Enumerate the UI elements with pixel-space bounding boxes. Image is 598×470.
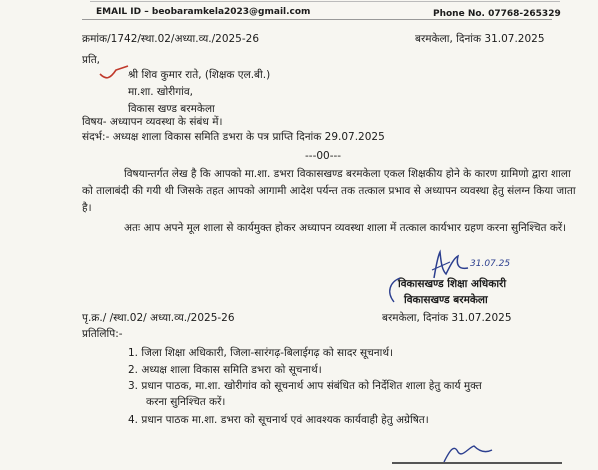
header-divider	[82, 19, 552, 20]
recipient-name: श्री शिव कुमार राते, (शिक्षक एल.बी.)	[128, 69, 271, 81]
officer-block: विकासखण्ड बरमकेला	[404, 294, 488, 306]
copy-item-3: 3. प्रधान पाठक, मा.शा. खोरीगांव को सूचनार्थ आप संबंधित को निर्देशित शाला हेतु कार्य मुक्त	[128, 380, 482, 392]
letter-subject: विषय- अध्यापन व्यवस्था के संबंध में।	[82, 116, 223, 128]
recipient-block: विकास खण्ड बरमकेला	[128, 103, 215, 115]
bottom-stamp-fragment	[392, 462, 562, 464]
copy-place-date: बरमकेला, दिनांक 31.07.2025	[382, 312, 512, 324]
officer-title: विकासखण्ड शिक्षा अधिकारी	[398, 278, 507, 290]
header-phone: Phone No. 07768-265329	[433, 9, 561, 19]
header-rule	[90, 1, 560, 2]
body-paragraph-1: विषयान्तर्गत लेख है कि आपको मा.शा. डभरा विकासखण्ड बरमकेला एकल शिक्षकीय होने के कारण ग्रामिणो द्वारा शाला को तालाबंदी की गयी थी जिसके तहत आपको आगामी आदेश पर्यन्त तक तत्काल प्रभाव से अध्यापन व्यवस्था हेतु संलग्न किया जाता है।	[82, 168, 576, 214]
signature-date: 31.07.25	[470, 259, 511, 269]
copy-number: पृ.क्र./ /स्था.02/ अध्या.व्य./2025-26	[82, 312, 235, 324]
letter-reference: संदर्भ:- अध्यक्ष शाला विकास समिति डभरा के पत्र प्राप्ति दिनांक 29.07.2025	[82, 131, 385, 143]
letter-place-date: बरमकेला, दिनांक 31.07.2025	[415, 33, 545, 45]
copy-item-2: 2. अध्यक्ष शाला विकास समिति डभरा को सूचनार्थ।	[128, 364, 322, 376]
copy-item-1: 1. जिला शिक्षा अधिकारी, जिला-सारंगढ़-बिलाईगढ़ को सादर सूचनार्थ।	[128, 347, 394, 359]
stamp-ink-mark	[380, 274, 404, 306]
copy-item-3-cont: करना सुनिश्चित करें।	[146, 396, 226, 408]
copy-label: प्रतिलिपि:-	[82, 328, 123, 340]
copy-item-4: 4. प्रधान पाठक मा.शा. डभरा को सूचनार्थ एवं आवश्यक कार्यवाही हेतु अग्रेषित।	[128, 414, 429, 426]
recipient-prati: प्रति,	[82, 54, 101, 66]
body-paragraph-2: अतः आप अपने मूल शाला से कार्यमुक्त होकर अध्यापन व्यवस्था शाला में तत्काल कार्यभार ग्रहण करना सुनिश्चित करें।	[124, 222, 567, 234]
recipient-school: मा.शा. खोरीगांव,	[128, 86, 193, 98]
officer-signature	[428, 248, 476, 282]
red-check-mark	[98, 64, 132, 82]
header-email: EMAIL ID – beobaramkela2023@gmail.com	[96, 7, 311, 17]
letter-number: क्रमांक/1742/स्था.02/अध्या.व्य./2025-26	[82, 33, 260, 45]
separator: ---00---	[305, 150, 342, 162]
